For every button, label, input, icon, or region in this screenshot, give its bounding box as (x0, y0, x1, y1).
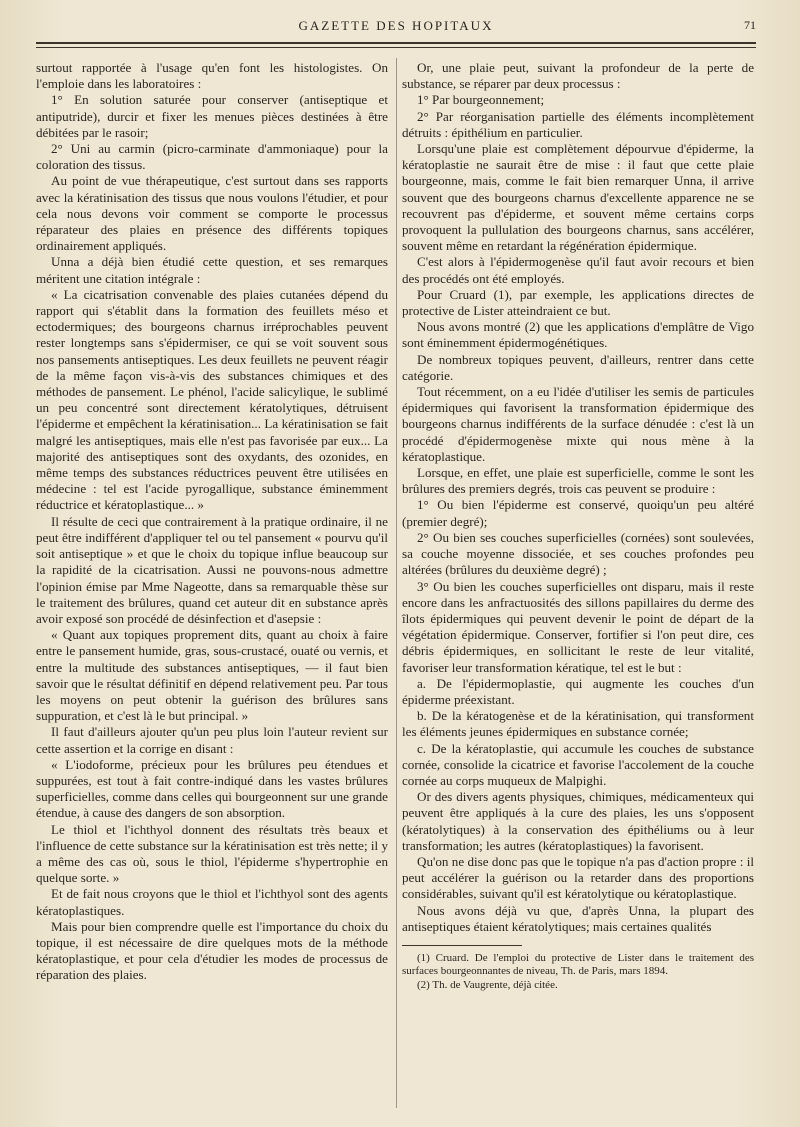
paragraph: De nombreux topiques peuvent, d'ailleurs, rentrer dans cette catégorie. (402, 351, 754, 383)
paragraph: « L'iodoforme, précieux pour les brûlures peu étendues et suppurées, est tout à fait contre-indiqué dans les vastes brûlures superficielles, comme dans celles qui bourgeonnent sur une grande étendue, à cause des dangers de son absorption. (36, 756, 388, 821)
paragraph: Or, une plaie peut, suivant la profondeur de la perte de substance, se réparer par deux processus : (402, 60, 754, 92)
paragraph: 2° Ou bien ses couches superficielles (cornées) sont soulevées, sa couche moyenne dissociée, et ses couches profondes peu altérées (brûlures du deuxième degré) ; (402, 529, 754, 578)
paragraph: Nous avons déjà vu que, d'après Unna, la plupart des antiseptiques étaient kératolytiques; mais certaines qualités (402, 902, 754, 934)
paragraph: « Quant aux topiques proprement dits, quant au choix à faire entre le pansement humide, gras, sous-crustacé, ouaté ou vernis, et entre la multitude des substances antiseptiques, — il faut bien savoir que le résultat définitif en dépend relativement peu. Par tous les moyens on peut obtenir la guérison des brûlures sans suppuration, et c'est là le but principal. » (36, 627, 388, 724)
right-column (402, 60, 754, 992)
paragraph: Lorsqu'une plaie est complètement dépourvue d'épiderme, la kératoplastie ne saurait être de mise : il faut que cette plaie bourgeonne, mais, comme le fait bien remarquer Unna, il arrive souvent que des bourgeons charnus d'excellente apparence ne se recouvrent pas d'épiderme, et souvent même certains corps provoquent la pullulation des bourgeons charnus, sans accélérer, souvent même en retardant la régénération épidermique. (402, 141, 754, 254)
paragraph: C'est alors à l'épidermogenèse qu'il faut avoir recours et bien des procédés ont été employés. (402, 254, 754, 286)
paragraph: Et de fait nous croyons que le thiol et l'ichthyol sont des agents kératoplastiques. (36, 886, 388, 918)
footnote-rule (402, 945, 522, 946)
paragraph: Qu'on ne dise donc pas que le topique n'a pas d'action propre : il peut accélérer la guérison ou la retarder dans des proportions considérables, suivant qu'il est kératolytique ou kératoplastique. (402, 853, 754, 902)
paragraph: Unna a déjà bien étudié cette question, et ses remarques méritent une citation intégrale : (36, 254, 388, 286)
paragraph: surtout rapportée à l'usage qu'en font les histologistes. On l'emploie dans les laboratoires : (36, 60, 388, 92)
paragraph: 1° Ou bien l'épiderme est conservé, quoiqu'un peu altéré (premier degré); (402, 497, 754, 529)
footnote: (1) Cruard. De l'emploi du protective de Lister dans le traitement des surfaces bourgeonnantes de niveau, Th. de Paris, mars 1894. (402, 951, 754, 978)
paragraph: Mais pour bien comprendre quelle est l'importance du choix du topique, il est nécessaire de dire quelques mots de la méthode kératoplastique, et pour cela d'étudier les modes de processus de réparation des plaies. (36, 918, 388, 983)
paragraph: « La cicatrisation convenable des plaies cutanées dépend du rapport qui s'établit dans la formation des feuillets méso et ectodermiques; des bourgeons charnus irréprochables peuvent rester longtemps sans s'épidermiser, ce qui se voit souvent sous nos pansements antiseptiques. Les deux feuillets ne peuvent réagir de la même façon vis-à-vis des substances chimiques et des méthodes de pansement. Le phénol, l'acide salicylique, le sublimé un peu concentré sont directement kératolytiques, détruisent l'épiderme et empêchent la kératinisation... La kératinisation se fait malgré les antiseptiques, mais elle n'est pas favorisée par eux... La majorité des antiseptiques sont des oxydants, des ozonides, en même temps des substances réductrices peuvent être utilisées en médecine : tel est l'acide pyrogallique, substance éminemment réductrice et kératoplastique... » (36, 286, 388, 513)
page-number: 71 (744, 18, 756, 32)
header-rule-thick (36, 42, 756, 44)
left-column (36, 60, 388, 984)
paragraph: a. De l'épidermoplastie, qui augmente les couches d'un épiderme préexistant. (402, 675, 754, 707)
paragraph: 2° Uni au carmin (picro-carminate d'ammoniaque) pour la coloration des tissus. (36, 141, 388, 173)
paragraph: Au point de vue thérapeutique, c'est surtout dans ses rapports avec la kératinisation des tissus que nous voulons l'étudier, et pour cela nous devons voir comment se comporte le processus réparateur des plaies en présence des différents topiques ordinairement appliqués. (36, 173, 388, 254)
page-header (36, 18, 756, 38)
paragraph: Le thiol et l'ichthyol donnent des résultats très beaux et l'influence de cette substance sur la kératinisation est très nette; il y a même des cas où, sous le thiol, l'épiderme s'hypertrophie en quelque sorte. » (36, 821, 388, 886)
paragraph: b. De la kératogenèse et de la kératinisation, qui transforment les éléments jeunes épidermiques en substance cornée; (402, 708, 754, 740)
running-title: GAZETTE DES HOPITAUX (298, 18, 494, 33)
paragraph: c. De la kératoplastie, qui accumule les couches de substance cornée, consolide la cicatrice et favorise l'accolement de la couche cornée au corps muqueux de Malpighi. (402, 740, 754, 788)
paragraph: Nous avons montré (2) que les applications d'emplâtre de Vigo sont éminemment épidermogénétiques. (402, 319, 754, 351)
paragraph: 2° Par réorganisation partielle des éléments incomplètement détruits : épithélium en particulier. (402, 108, 754, 140)
paragraph: 1° En solution saturée pour conserver (antiseptique et antiputride), durcir et fixer les menues pièces destinées à être débitées par le rasoir; (36, 92, 388, 140)
footnote: (2) Th. de Vaugrente, déjà citée. (417, 978, 558, 991)
paragraph: 3° Ou bien les couches superficielles ont disparu, mais il reste encore dans les anfractuosités des sillons papillaires du derme des îlots épidermiques qui peuvent devenir le point de départ de la végétation épidermique. Conserver, fortifier si l'on peut dire, ces débris épidermiques, en sollicitant le reste de leur vitalité, favoriser leur transformation kératique, tel est le but : (402, 578, 754, 675)
paragraph: Lorsque, en effet, une plaie est superficielle, comme le sont les brûlures des premiers degrés, trois cas peuvent se produire : (402, 465, 754, 497)
paragraph: 1° Par bourgeonnement; (417, 92, 545, 108)
column-divider (396, 58, 397, 1108)
paragraph: Il résulte de ceci que contrairement à la pratique ordinaire, il ne peut être indifférent d'appliquer tel ou tel pansement « pourvu qu'il soit antiseptique » et que le choix du topique influe beaucoup sur la rapidité de la cicatrisation. Aussi ne pouvons-nous admettre l'opinion émise par Mme Nageotte, dans sa remarquable thèse sur le traitement des brûlures, quand cet auteur dit en substance après avoir exposé son procédé de désinfection et d'asepsie : (36, 513, 388, 626)
paragraph: Pour Cruard (1), par exemple, les applications directes de protective de Lister atteindraient ce but. (402, 286, 754, 319)
header-rule-thin (36, 47, 756, 48)
paragraph: Or des divers agents physiques, chimiques, médicamenteux qui peuvent être appliqués à la cure des plaies, les uns s'opposent (kératolytiques) à la conservation des épithéliums ou à leur transformation; les autres (kératoplastiques) la favorisent. (402, 789, 754, 853)
paragraph: Tout récemment, on a eu l'idée d'utiliser les semis de particules épidermiques qui favorisent la transformation épidermique des bourgeons charnus indifférents de la surface dénudée : c'est là un procédé d'épidermogenèse mixte qui nous mène à la kératoplastique. (402, 384, 754, 464)
paragraph: Il faut d'ailleurs ajouter qu'un peu plus loin l'auteur revient sur cette assertion et la corrige en disant : (36, 724, 388, 756)
